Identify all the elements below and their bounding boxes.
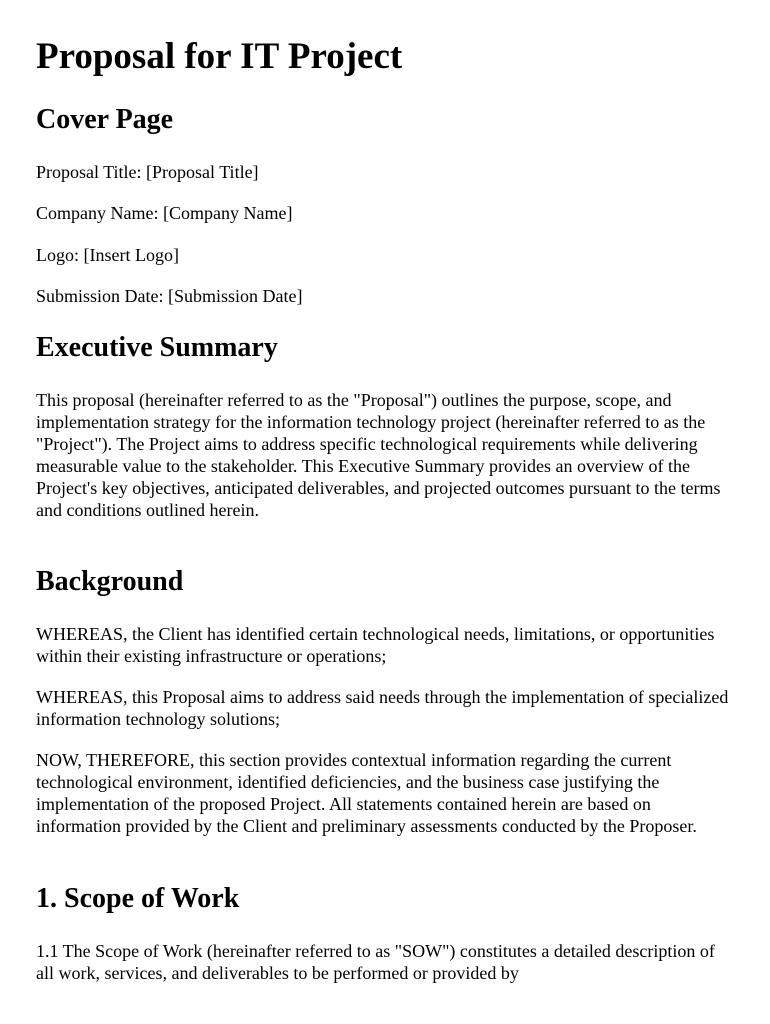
document-title: Proposal for IT Project [36,36,403,77]
cover-field-submission-date: Submission Date: [Submission Date] [36,286,303,306]
section-heading-scope-of-work: 1. Scope of Work [36,883,240,914]
background-paragraph-3: NOW, THEREFORE, this section provides contextual information regarding the current technological environment, identified deficiencies, and the business case justifying the implementation of the proposed Project. All statements contained herein are based on information provided by the Client and preliminary assessments conducted by the Proposer. [36,750,697,836]
section-heading-executive-summary: Executive Summary [36,332,278,363]
executive-summary-paragraph: This proposal (hereinafter referred to as the "Proposal") outlines the purpose, scope, and implementation strategy for the information technology project (hereinafter referred to as the "Project"). The Project aims to address specific technological requirements while delivering measurable value to the stakeholder. This Executive Summary provides an overview of the Project's key objectives, anticipated deliverables, and projected outcomes pursuant to the terms and conditions outlined herein. [36,390,721,520]
cover-field-company-name: Company Name: [Company Name] [36,203,293,223]
cover-field-proposal-title: Proposal Title: [Proposal Title] [36,162,259,182]
cover-field-logo: Logo: [Insert Logo] [36,245,179,265]
section-heading-background: Background [36,566,184,597]
section-heading-cover-page: Cover Page [36,104,174,135]
background-paragraph-2: WHEREAS, this Proposal aims to address said needs through the implementation of specialized information technology solutions; [36,687,729,729]
scope-of-work-paragraph: 1.1 The Scope of Work (hereinafter referred to as "SOW") constitutes a detailed description of all work, services, and deliverables to be performed or provided by [36,941,715,983]
background-paragraph-1: WHEREAS, the Client has identified certain technological needs, limitations, or opportunities within their existing infrastructure or operations; [36,624,715,666]
